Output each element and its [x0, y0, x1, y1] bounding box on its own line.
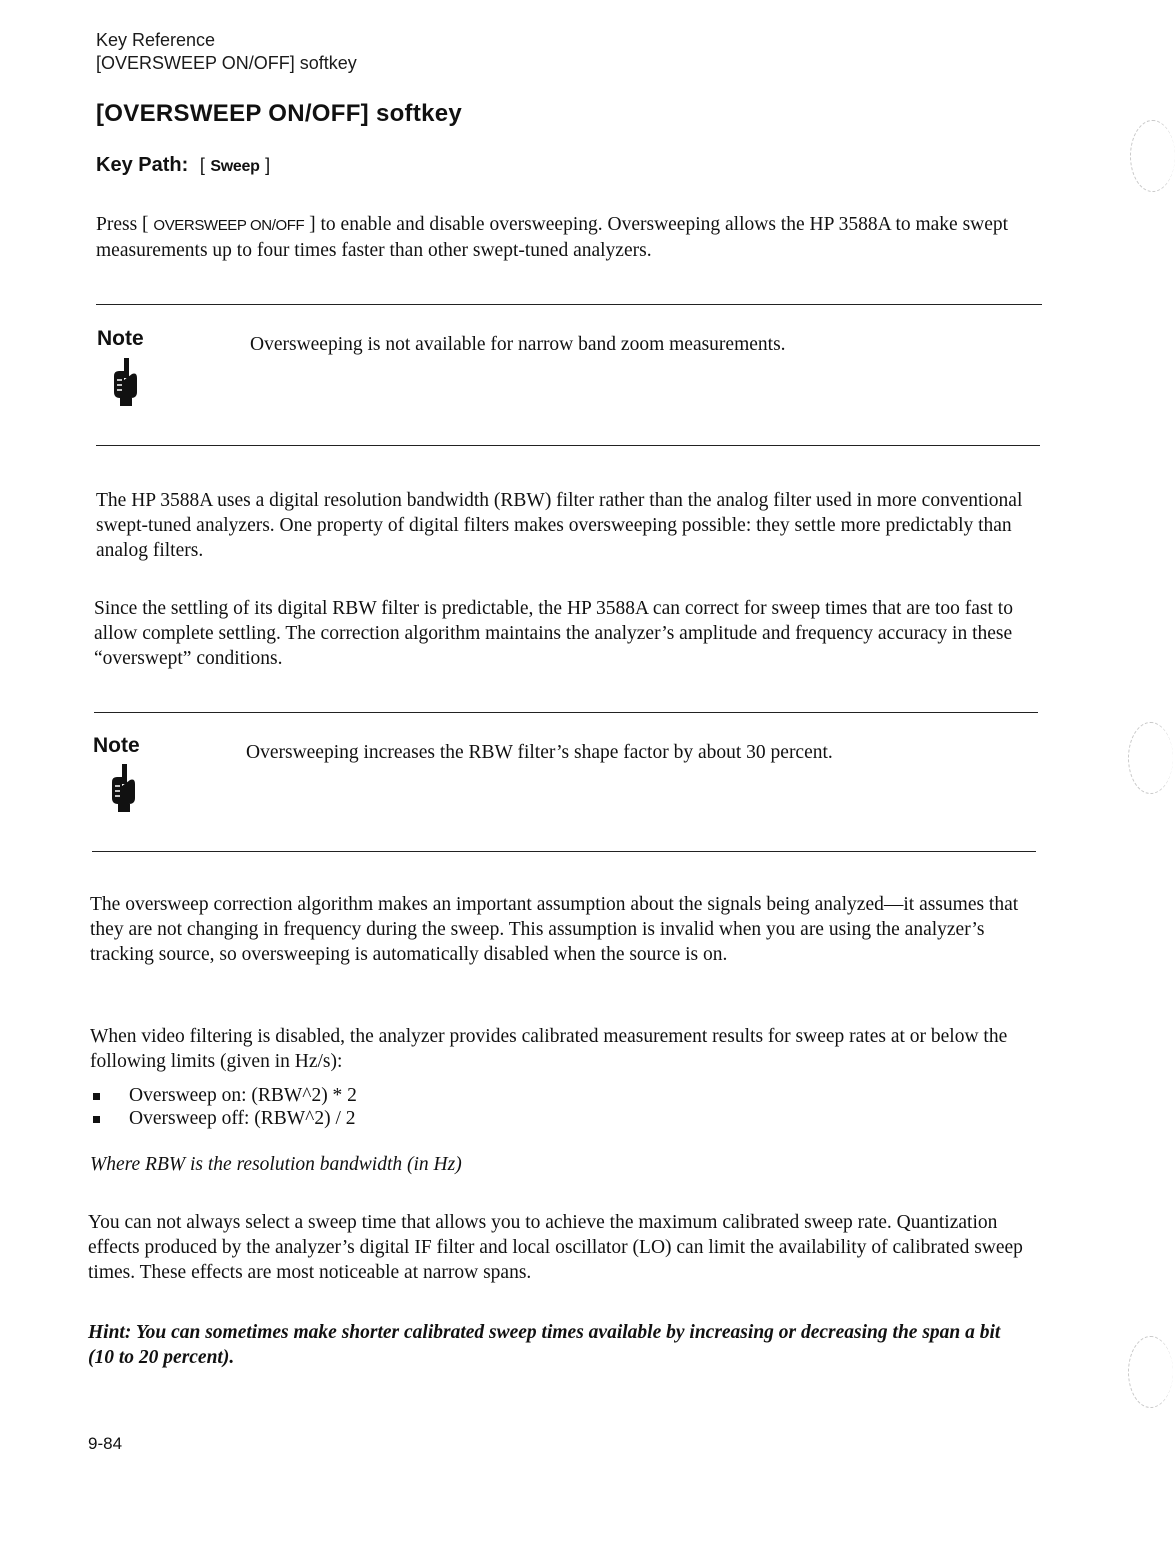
note1-text: Oversweeping is not available for narrow band zoom measurements. [250, 334, 786, 355]
note2-bottom-rule [92, 851, 1036, 852]
note2-top-rule [94, 712, 1038, 713]
video-filtering-paragraph: When video filtering is disabled, the analyzer provides calibrated measurement results for sweep rates at or below the following limits (given in Hz/s): [90, 1026, 1008, 1072]
bullet-square-icon [93, 1116, 100, 1123]
page-title: [OVERSWEEP ON/OFF] softkey [96, 100, 463, 127]
pointing-hand-icon [108, 764, 138, 817]
intro-prefix: Press [ [96, 214, 154, 235]
hint-paragraph: Hint: You can sometimes make shorter calibrated sweep times available by increasing or decreasing the span a bit (10 to 20 percent). [88, 1322, 1001, 1368]
sweep-rate-limits-list [93, 1084, 357, 1130]
intro-suffix: ] to enable and disable oversweeping. Oversweeping allows the HP 3588A to make swept measurements up to four times faster than other swept-tuned analyzers. [96, 214, 1009, 261]
key-path-sweep-key: Sweep [210, 158, 260, 175]
assumption-paragraph: The oversweep correction algorithm makes an important assumption about the signals being analyzed—it assumes that they are not changing in frequency during the sweep. This assumption is invalid when you are using the analyzer’s tracking source, so oversweeping is automatically disabled when the source is on. [90, 894, 1019, 965]
pointing-hand-icon [110, 358, 140, 411]
running-header-line1: Key Reference [96, 30, 216, 50]
bullet-square-icon [93, 1093, 100, 1100]
rbw-paragraph: The HP 3588A uses a digital resolution bandwidth (RBW) filter rather than the analog filter used in more conventional swept-tuned analyzers. One property of digital filters makes oversweeping possible: they settle more predictably than analog filters. [96, 490, 1023, 561]
note2-text: Oversweeping increases the RBW filter’s shape factor by about 30 percent. [246, 742, 833, 763]
punch-hole-mark [1130, 120, 1175, 192]
key-path-bracket-open: [ [199, 155, 205, 175]
running-header-line2: [OVERSWEEP ON/OFF] softkey [96, 53, 357, 73]
key-path-label: Key Path: [96, 154, 189, 176]
key-path [96, 154, 270, 177]
list-item: Oversweep on: (RBW^2) * 2 [93, 1084, 357, 1107]
note2-label: Note [93, 734, 140, 757]
key-path-bracket-close: ] [265, 155, 271, 175]
punch-hole-mark [1128, 722, 1173, 794]
note1-top-rule [96, 304, 1042, 305]
punch-hole-mark [1128, 1336, 1173, 1408]
note1-bottom-rule [96, 445, 1040, 446]
settling-paragraph: Since the settling of its digital RBW filter is predictable, the HP 3588A can correct for sweep times that are too fast to allow complete settling. The correction algorithm maintains the analyzer’s amplitude and frequency accuracy in these “overswept” conditions. [94, 598, 1013, 669]
oversweep-key: OVERSWEEP ON/OFF [153, 217, 305, 234]
list-item: Oversweep off: (RBW^2) / 2 [93, 1107, 357, 1130]
note1-label: Note [97, 327, 144, 350]
page-number: 9-84 [88, 1434, 123, 1453]
intro-paragraph [96, 212, 1031, 263]
rbw-definition-note: Where RBW is the resolution bandwidth (in Hz) [90, 1154, 462, 1175]
quantization-paragraph: You can not always select a sweep time that allows you to achieve the maximum calibrated sweep rate. Quantization effects produced by the analyzer’s digital IF filter and local oscillator (LO) can limit the availability of calibrated sweep times. These effects are most noticeable at narrow spans. [88, 1212, 1023, 1283]
